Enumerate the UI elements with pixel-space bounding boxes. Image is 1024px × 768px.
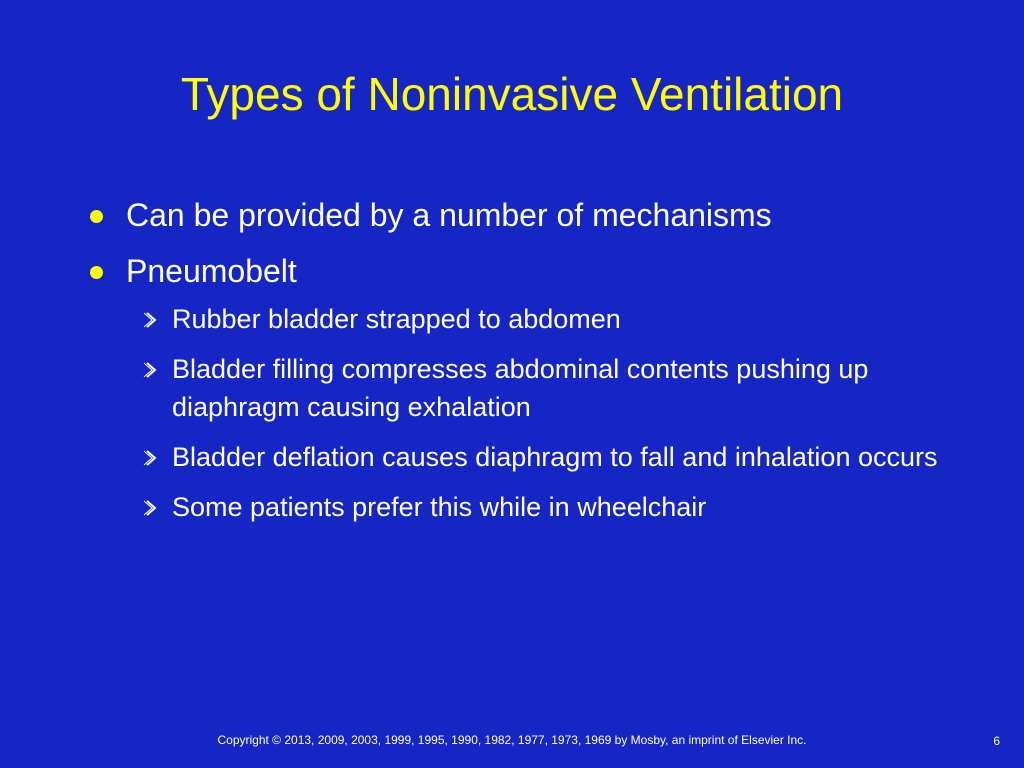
bullet-text: Can be provided by a number of mechanisms (126, 197, 772, 233)
copyright-footer: Copyright © 2013, 2009, 2003, 1999, 1995, 1990, 1982, 1977, 1973, 1969 by Mosby, an imprint of Elsevier Inc. (217, 733, 807, 747)
chevron-right-icon (140, 438, 162, 476)
sub-bullet-text: Bladder filling compresses abdominal contents pushing up diaphragm causing exhalation (172, 354, 869, 422)
sub-bullet-item (140, 438, 984, 476)
chevron-right-icon (140, 300, 162, 338)
page-number: 6 (993, 734, 1000, 748)
sub-bullet-item (140, 300, 984, 338)
bullet-text: Pneumobelt (126, 253, 297, 289)
slide-content (84, 194, 984, 538)
chevron-right-icon (140, 488, 162, 526)
slide-title: Types of Noninvasive Ventilation (180, 68, 844, 120)
sub-bullet-text: Some patients prefer this while in wheelchair (172, 492, 707, 522)
sub-bullet-item (140, 488, 984, 526)
bullet-item (84, 250, 984, 292)
sub-bullet-list (140, 300, 984, 526)
chevron-right-icon (140, 350, 162, 388)
sub-bullet-item (140, 350, 984, 426)
bullet-dot-icon (90, 266, 103, 279)
bullet-item (84, 194, 984, 236)
bullet-dot-icon (90, 210, 103, 223)
sub-bullet-text: Bladder deflation causes diaphragm to fall and inhalation occurs (172, 442, 938, 472)
sub-bullet-text: Rubber bladder strapped to abdomen (172, 304, 621, 334)
